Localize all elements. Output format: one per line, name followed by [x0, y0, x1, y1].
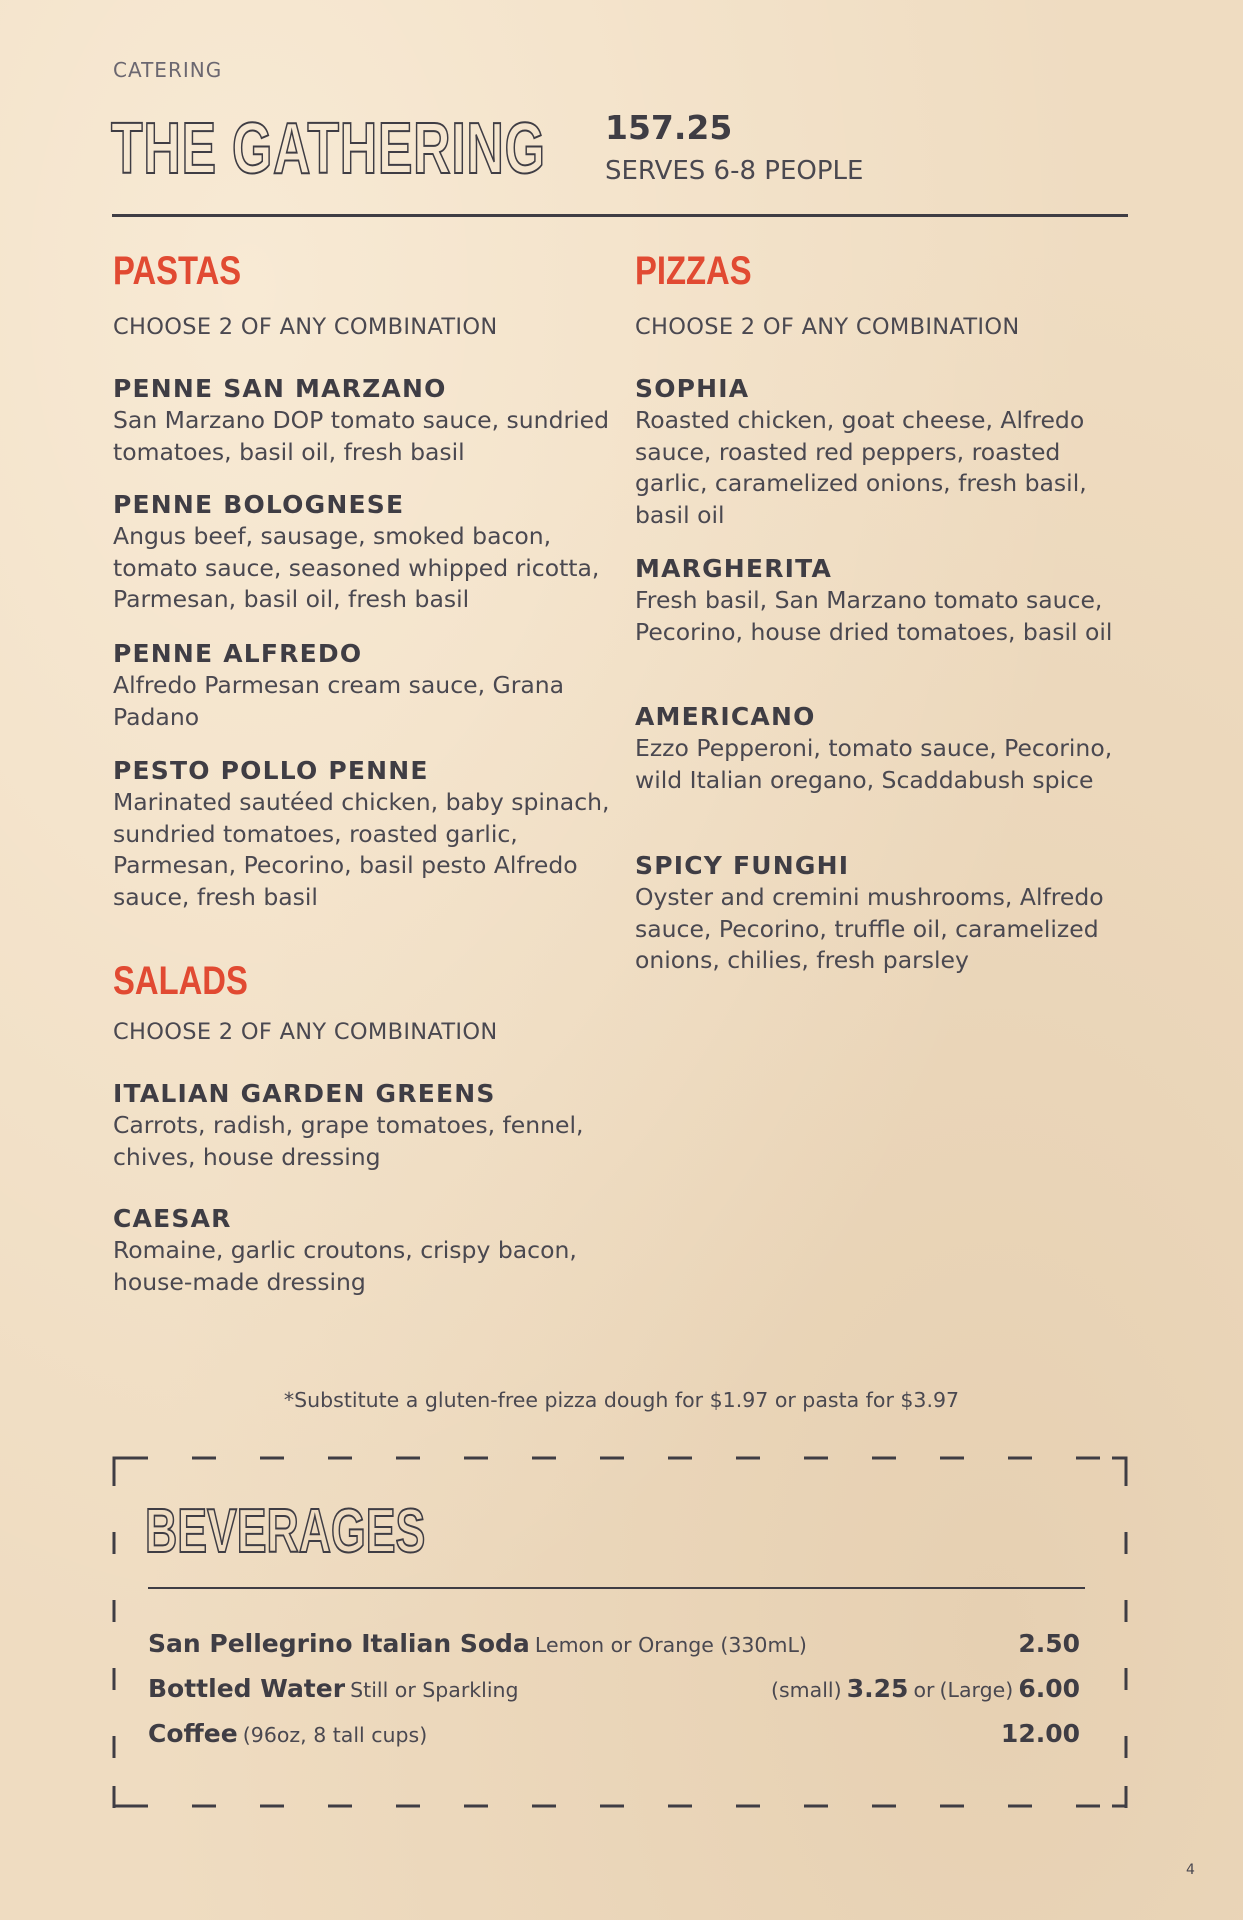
menu-item	[113, 756, 613, 913]
item-description: Marinated sautéed chicken, baby spinach, sundried tomatoes, roasted garlic, Parmesan, Pecorino, basil pesto Alfredo sauce, fresh basil	[113, 788, 610, 911]
package-price: 157.25	[605, 108, 733, 147]
item-description: Fresh basil, San Marzano tomato sauce, Pecorino, house dried tomatoes, basil oil	[635, 586, 1113, 646]
item-name: MARGHERITA	[635, 554, 833, 583]
item-description: Alfredo Parmesan cream sauce, Grana Padano	[113, 671, 565, 731]
pizzas-choose: CHOOSE 2 OF ANY COMBINATION	[635, 314, 1020, 340]
menu-item	[635, 851, 1135, 977]
menu-item	[113, 490, 613, 616]
item-description: Carrots, radish, grape tomatoes, fennel, chives, house dressing	[113, 1111, 584, 1171]
large-label: (Large)	[939, 1678, 1014, 1702]
item-name: ITALIAN GARDEN GREENS	[113, 1079, 496, 1108]
pastas-heading: PASTAS	[113, 249, 242, 293]
pastas-choose: CHOOSE 2 OF ANY COMBINATION	[113, 314, 498, 340]
item-description: Angus beef, sausage, smoked bacon, tomato sauce, seasoned whipped ricotta, Parmesan, basil oil, fresh basil	[113, 522, 600, 613]
item-name: PENNE BOLOGNESE	[113, 490, 405, 519]
beverage-detail: (96oz, 8 tall cups)	[242, 1723, 428, 1747]
small-label: (small)	[770, 1678, 842, 1702]
beverage-detail: Still or Sparkling	[350, 1678, 519, 1702]
menu-item	[113, 374, 613, 468]
salads-section	[113, 956, 613, 1006]
large-price: 6.00	[1018, 1674, 1080, 1703]
beverage-name: San Pellegrino Italian Soda	[148, 1629, 530, 1658]
item-description: Oyster and cremini mushrooms, Alfredo sauce, Pecorino, truffle oil, caramelized onions, chilies, fresh parsley	[635, 883, 1104, 974]
beverage-detail: Lemon or Orange (330mL)	[534, 1633, 807, 1657]
beverages-heading: BEVERAGES	[145, 1497, 426, 1566]
menu-item	[635, 702, 1135, 796]
small-price: 3.25	[846, 1674, 909, 1703]
item-description: Ezzo Pepperoni, tomato sauce, Pecorino, wild Italian oregano, Scaddabush spice	[635, 734, 1113, 794]
menu-item	[113, 639, 613, 733]
item-name: SOPHIA	[635, 374, 750, 403]
item-name: PESTO POLLO PENNE	[113, 756, 429, 785]
page-title: THE GATHERING	[111, 109, 546, 189]
pastas-section	[113, 246, 613, 296]
gluten-free-note: *Substitute a gluten-free pizza dough for $1.97 or pasta for $3.97	[283, 1388, 960, 1412]
beverage-price: 2.50	[1018, 1629, 1080, 1658]
menu-item	[635, 374, 1135, 531]
item-name: PENNE ALFREDO	[113, 639, 363, 668]
page-number: 4	[1186, 1862, 1195, 1878]
item-name: AMERICANO	[635, 702, 816, 731]
item-name: SPICY FUNGHI	[635, 851, 850, 880]
menu-item	[113, 1079, 613, 1173]
item-description: Roasted chicken, goat cheese, Alfredo sauce, roasted red peppers, roasted garlic, caramelized onions, fresh basil, basil oil	[635, 406, 1087, 529]
salads-heading: SALADS	[113, 959, 248, 1003]
menu-item	[635, 554, 1135, 648]
beverage-row	[148, 1674, 1080, 1714]
pizzas-heading: PIZZAS	[635, 249, 752, 293]
item-name: CAESAR	[113, 1204, 232, 1233]
item-description: San Marzano DOP tomato sauce, sundried tomatoes, basil oil, fresh basil	[113, 406, 610, 466]
beverage-name: Bottled Water	[148, 1674, 346, 1703]
beverage-name: Coffee	[148, 1719, 238, 1748]
catering-eyebrow: CATERING	[113, 58, 223, 82]
pizzas-section	[635, 246, 1135, 296]
beverage-row	[148, 1719, 1080, 1759]
menu-item	[113, 1204, 613, 1298]
beverages-divider	[148, 1587, 1085, 1589]
header-divider	[112, 214, 1128, 217]
beverage-price: 12.00	[1000, 1719, 1080, 1748]
or-label: or	[913, 1678, 935, 1702]
serves-label: SERVES 6-8 PEOPLE	[605, 156, 864, 186]
item-description: Romaine, garlic croutons, crispy bacon, house-made dressing	[113, 1236, 577, 1296]
item-name: PENNE SAN MARZANO	[113, 374, 447, 403]
salads-choose: CHOOSE 2 OF ANY COMBINATION	[113, 1019, 498, 1045]
beverage-row	[148, 1629, 1080, 1669]
